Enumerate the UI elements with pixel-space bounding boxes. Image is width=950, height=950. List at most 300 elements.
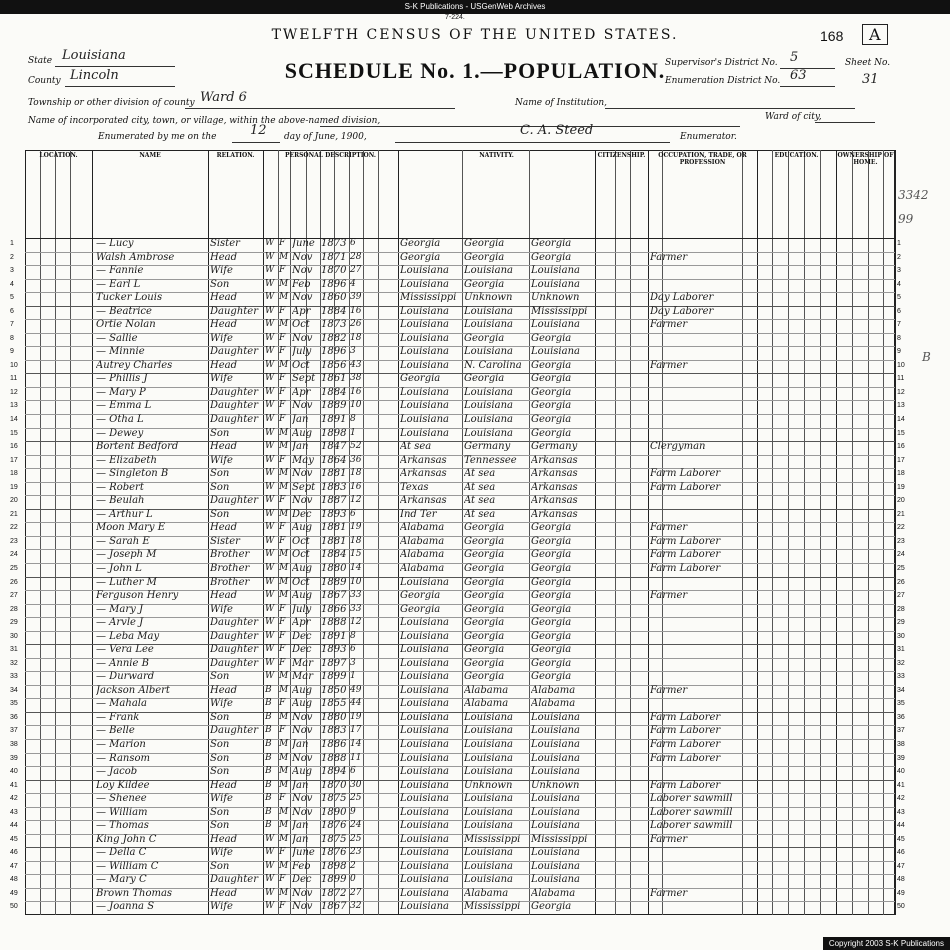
cell-rel: Daughter bbox=[210, 386, 258, 398]
row-number-right: 15 bbox=[897, 429, 905, 437]
cell-name: — Sallie bbox=[96, 332, 138, 344]
row-number-right: 24 bbox=[897, 551, 905, 559]
row-number-right: 37 bbox=[897, 727, 905, 735]
institution-label: Name of Institution, bbox=[515, 98, 608, 108]
cell-age: 27 bbox=[350, 265, 362, 276]
cell-father: Louisiana bbox=[464, 806, 513, 818]
row-number: 49 bbox=[10, 889, 18, 897]
cell-rel: Daughter bbox=[210, 346, 258, 358]
cell-year: 1897 bbox=[321, 657, 347, 669]
cell-color: W bbox=[265, 251, 275, 262]
cell-occ: Farmer bbox=[650, 833, 688, 845]
cell-rel: Daughter bbox=[210, 414, 258, 426]
cell-sex: F bbox=[279, 793, 286, 804]
cell-year: 1881 bbox=[321, 468, 347, 480]
cell-color: B bbox=[265, 725, 272, 736]
cell-mother: Georgia bbox=[531, 359, 572, 371]
margin-note-1: 3342 bbox=[898, 188, 929, 202]
cell-father: Louisiana bbox=[464, 738, 513, 750]
row-number: 1 bbox=[10, 240, 14, 247]
cell-birth: Georgia bbox=[400, 373, 441, 385]
cell-month: Jan bbox=[292, 441, 309, 453]
cell-color: W bbox=[265, 292, 275, 303]
cell-father: N. Carolina bbox=[464, 359, 522, 371]
cell-father: Louisiana bbox=[464, 346, 513, 358]
cell-color: W bbox=[265, 427, 275, 438]
cell-sex: F bbox=[279, 495, 286, 506]
cell-year: 1884 bbox=[321, 386, 347, 398]
cell-month: Nov bbox=[292, 725, 313, 737]
cell-name: — Jacob bbox=[96, 766, 138, 778]
cell-mother: Arkansas bbox=[531, 481, 578, 493]
cell-sex: F bbox=[279, 414, 286, 425]
cell-color: W bbox=[265, 644, 275, 655]
cell-father: Louisiana bbox=[464, 752, 513, 764]
cell-year: 1856 bbox=[321, 359, 347, 371]
row-number: 40 bbox=[10, 768, 18, 776]
cell-name: Bortent Bedford bbox=[96, 441, 179, 453]
row-number: 37 bbox=[10, 727, 18, 735]
cell-sex: M bbox=[279, 860, 289, 871]
cell-mother: Louisiana bbox=[531, 278, 580, 290]
cell-father: Georgia bbox=[464, 278, 505, 290]
cell-mother: Georgia bbox=[531, 576, 572, 588]
row-number-right: 26 bbox=[897, 578, 905, 586]
cell-occ: Farm Laborer bbox=[650, 549, 721, 561]
cell-rel: Head bbox=[210, 887, 238, 899]
ward-label: Ward of city, bbox=[765, 112, 822, 122]
county-label: County bbox=[28, 76, 61, 86]
cell-month: Nov bbox=[292, 887, 313, 899]
cell-name: — Beulah bbox=[96, 495, 145, 507]
cell-occ: Laborer sawmill bbox=[650, 820, 733, 832]
cell-father: Alabama bbox=[464, 684, 509, 696]
cell-mother: Alabama bbox=[531, 887, 576, 899]
cell-rel: Head bbox=[210, 292, 238, 304]
row-number: 10 bbox=[10, 361, 18, 369]
cell-father: Georgia bbox=[464, 238, 505, 249]
cell-rel: Head bbox=[210, 522, 238, 534]
cell-occ: Farm Laborer bbox=[650, 738, 721, 750]
enumerated-label: Enumerated by me on the bbox=[98, 132, 217, 142]
row-number-right: 10 bbox=[897, 361, 905, 369]
row-number-right: 47 bbox=[897, 862, 905, 870]
cell-mother: Arkansas bbox=[531, 468, 578, 480]
cell-name: — Durward bbox=[96, 671, 155, 683]
cell-color: B bbox=[265, 752, 272, 763]
cell-sex: M bbox=[279, 481, 289, 492]
column-group-8: EDUCATION. bbox=[774, 152, 819, 159]
cell-age: 3 bbox=[350, 346, 356, 357]
cell-age: 18 bbox=[350, 535, 362, 546]
cell-year: 1881 bbox=[321, 535, 347, 547]
cell-occ: Farm Laborer bbox=[650, 725, 721, 737]
cell-month: Oct bbox=[292, 359, 310, 371]
archive-banner: S-K Publications - USGenWeb Archives bbox=[0, 0, 950, 14]
cell-color: W bbox=[265, 468, 275, 479]
cell-father: Louisiana bbox=[464, 860, 513, 872]
cell-father: Louisiana bbox=[464, 793, 513, 805]
cell-name: Walsh Ambrose bbox=[96, 251, 175, 263]
cell-birth: Louisiana bbox=[400, 833, 449, 845]
cell-father: Louisiana bbox=[464, 265, 513, 277]
cell-sex: F bbox=[279, 644, 286, 655]
cell-rel: Brother bbox=[210, 549, 250, 561]
sheet-label: Sheet No. bbox=[845, 58, 891, 68]
cell-year: 1880 bbox=[321, 711, 347, 723]
cell-mother: Georgia bbox=[531, 657, 572, 669]
cell-age: 12 bbox=[350, 495, 362, 506]
cell-rel: Sister bbox=[210, 238, 240, 249]
cell-mother: Georgia bbox=[531, 562, 572, 574]
cell-age: 49 bbox=[350, 684, 362, 695]
cell-birth: Louisiana bbox=[400, 305, 449, 317]
cell-sex: M bbox=[279, 887, 289, 898]
cell-rel: Son bbox=[210, 278, 230, 290]
cell-sex: M bbox=[279, 359, 289, 370]
cell-birth: Mississippi bbox=[400, 292, 457, 304]
cell-name: Loy Kildee bbox=[96, 779, 150, 791]
cell-mother: Georgia bbox=[531, 238, 572, 249]
cell-occ: Farmer bbox=[650, 522, 688, 534]
cell-father: Georgia bbox=[464, 251, 505, 263]
row-number: 42 bbox=[10, 795, 18, 803]
row-number: 35 bbox=[10, 700, 18, 708]
enumeration-day: 12 bbox=[250, 123, 267, 138]
cell-month: Nov bbox=[292, 806, 313, 818]
row-number: 34 bbox=[10, 686, 18, 694]
cell-year: 1888 bbox=[321, 752, 347, 764]
row-number: 15 bbox=[10, 429, 18, 437]
cell-rel: Son bbox=[210, 508, 230, 520]
cell-birth: Alabama bbox=[400, 522, 445, 534]
cell-age: 27 bbox=[350, 887, 362, 898]
incorporated-label: Name of incorporated city, town, or village, within the above-named division, bbox=[28, 116, 381, 126]
cell-father: Georgia bbox=[464, 644, 505, 656]
cell-birth: Louisiana bbox=[400, 427, 449, 439]
row-number: 47 bbox=[10, 862, 18, 870]
cell-color: W bbox=[265, 495, 275, 506]
cell-rel: Daughter bbox=[210, 495, 258, 507]
cell-sex: M bbox=[279, 441, 289, 452]
cell-color: W bbox=[265, 535, 275, 546]
cell-year: 1875 bbox=[321, 833, 347, 845]
cell-father: Unknown bbox=[464, 779, 513, 791]
cell-month: Nov bbox=[292, 495, 313, 507]
cell-sex: M bbox=[279, 820, 289, 831]
cell-age: 18 bbox=[350, 332, 362, 343]
cell-birth: Louisiana bbox=[400, 738, 449, 750]
cell-year: 1847 bbox=[321, 441, 347, 453]
cell-birth: Louisiana bbox=[400, 657, 449, 669]
cell-birth: Louisiana bbox=[400, 576, 449, 588]
cell-color: W bbox=[265, 833, 275, 844]
row-number: 25 bbox=[10, 564, 18, 572]
cell-month: Sept bbox=[292, 481, 316, 493]
cell-month: Mar bbox=[292, 671, 313, 683]
cell-birth: Arkansas bbox=[400, 495, 447, 507]
cell-year: 1898 bbox=[321, 860, 347, 872]
cell-name: — Leba May bbox=[96, 630, 160, 642]
cell-birth: Louisiana bbox=[400, 265, 449, 277]
cell-month: Nov bbox=[292, 251, 313, 263]
cell-age: 39 bbox=[350, 292, 362, 303]
cell-year: 1867 bbox=[321, 590, 347, 602]
cell-age: 10 bbox=[350, 576, 362, 587]
state-value: Louisiana bbox=[62, 48, 126, 63]
cell-birth: Georgia bbox=[400, 603, 441, 615]
cell-year: 1872 bbox=[321, 887, 347, 899]
cell-sex: F bbox=[279, 522, 286, 533]
cell-sex: F bbox=[279, 698, 286, 709]
cell-father: Tennessee bbox=[464, 454, 517, 466]
cell-name: — Phillis J bbox=[96, 373, 148, 385]
cell-father: Georgia bbox=[464, 657, 505, 669]
row-number: 33 bbox=[10, 673, 18, 681]
cell-month: Nov bbox=[292, 292, 313, 304]
cell-mother: Louisiana bbox=[531, 738, 580, 750]
cell-color: B bbox=[265, 698, 272, 709]
cell-age: 23 bbox=[350, 847, 362, 858]
cell-age: 24 bbox=[350, 820, 362, 831]
cell-birth: Ind Ter bbox=[400, 508, 437, 520]
cell-sex: F bbox=[279, 901, 286, 912]
sheet-no-value: 31 bbox=[862, 72, 879, 87]
cell-name: Jackson Albert bbox=[96, 684, 170, 696]
cell-color: W bbox=[265, 671, 275, 682]
row-number-right: 39 bbox=[897, 754, 905, 762]
cell-occ: Farm Laborer bbox=[650, 468, 721, 480]
cell-color: B bbox=[265, 806, 272, 817]
cell-birth: Louisiana bbox=[400, 779, 449, 791]
cell-age: 19 bbox=[350, 522, 362, 533]
cell-year: 1880 bbox=[321, 562, 347, 574]
cell-sex: F bbox=[279, 386, 286, 397]
cell-year: 1871 bbox=[321, 251, 347, 263]
cell-father: At sea bbox=[464, 468, 496, 480]
row-number: 28 bbox=[10, 605, 18, 613]
cell-rel: Head bbox=[210, 684, 238, 696]
cell-color: W bbox=[265, 847, 275, 858]
cell-father: Germany bbox=[464, 441, 511, 453]
cell-month: Nov bbox=[292, 793, 313, 805]
cell-name: — Ransom bbox=[96, 752, 150, 764]
cell-mother: Louisiana bbox=[531, 847, 580, 859]
cell-name: — Emma L bbox=[96, 400, 152, 412]
cell-occ: Farm Laborer bbox=[650, 711, 721, 723]
row-number-right: 4 bbox=[897, 280, 901, 288]
cell-month: Apr bbox=[292, 617, 311, 629]
cell-year: 1886 bbox=[321, 738, 347, 750]
cell-rel: Wife bbox=[210, 332, 233, 344]
cell-rel: Sister bbox=[210, 535, 240, 547]
grid-column-line bbox=[895, 150, 896, 915]
cell-rel: Son bbox=[210, 752, 230, 764]
cell-year: 1893 bbox=[321, 508, 347, 520]
cell-father: Louisiana bbox=[464, 874, 513, 886]
row-number-right: 1 bbox=[897, 240, 901, 247]
row-number: 19 bbox=[10, 483, 18, 491]
cell-birth: Louisiana bbox=[400, 414, 449, 426]
cell-age: 38 bbox=[350, 373, 362, 384]
cell-age: 25 bbox=[350, 793, 362, 804]
cell-month: Dec bbox=[292, 874, 312, 886]
cell-year: 1870 bbox=[321, 265, 347, 277]
cell-mother: Georgia bbox=[531, 373, 572, 385]
column-group-7: OCCUPATION, TRADE, OR PROFESSION bbox=[658, 152, 747, 166]
row-number-right: 12 bbox=[897, 388, 905, 396]
row-number-right: 49 bbox=[897, 889, 905, 897]
row-number-right: 20 bbox=[897, 497, 905, 505]
cell-birth: Louisiana bbox=[400, 671, 449, 683]
cell-mother: Louisiana bbox=[531, 860, 580, 872]
row-number-right: 42 bbox=[897, 795, 905, 803]
row-number: 16 bbox=[10, 443, 18, 451]
cell-color: W bbox=[265, 359, 275, 370]
cell-age: 6 bbox=[350, 766, 356, 777]
cell-color: W bbox=[265, 454, 275, 465]
row-number-right: 19 bbox=[897, 483, 905, 491]
row-number: 14 bbox=[10, 416, 18, 424]
row-number-right: 3 bbox=[897, 267, 901, 275]
row-number: 26 bbox=[10, 578, 18, 586]
cell-color: W bbox=[265, 657, 275, 668]
cell-rel: Daughter bbox=[210, 617, 258, 629]
cell-father: Louisiana bbox=[464, 847, 513, 859]
row-number: 46 bbox=[10, 849, 18, 857]
cell-color: W bbox=[265, 305, 275, 316]
row-number-right: 29 bbox=[897, 619, 905, 627]
cell-occ: Farmer bbox=[650, 887, 688, 899]
cell-birth: Louisiana bbox=[400, 793, 449, 805]
cell-year: 1894 bbox=[321, 766, 347, 778]
cell-year: 1860 bbox=[321, 292, 347, 304]
row-number-right: 11 bbox=[897, 375, 905, 383]
cell-mother: Unknown bbox=[531, 292, 580, 304]
cell-rel: Son bbox=[210, 766, 230, 778]
cell-age: 25 bbox=[350, 833, 362, 844]
cell-birth: Texas bbox=[400, 481, 429, 493]
cell-birth: Arkansas bbox=[400, 468, 447, 480]
cell-mother: Louisiana bbox=[531, 711, 580, 723]
cell-year: 1890 bbox=[321, 806, 347, 818]
cell-name: — Minnie bbox=[96, 346, 145, 358]
cell-name: Ortie Nolan bbox=[96, 319, 156, 331]
cell-name: — Luther M bbox=[96, 576, 157, 588]
cell-sex: F bbox=[279, 874, 286, 885]
row-number: 3 bbox=[10, 267, 14, 275]
row-number-right: 25 bbox=[897, 564, 905, 572]
cell-birth: Louisiana bbox=[400, 847, 449, 859]
row-number: 50 bbox=[10, 903, 18, 911]
cell-color: B bbox=[265, 820, 272, 831]
cell-birth: Louisiana bbox=[400, 820, 449, 832]
cell-rel: Head bbox=[210, 251, 238, 263]
enumerator-value: C. A. Steed bbox=[520, 123, 594, 138]
cell-rel: Head bbox=[210, 359, 238, 371]
cell-name: Ferguson Henry bbox=[96, 590, 179, 602]
cell-month: Nov bbox=[292, 265, 313, 277]
cell-occ: Farmer bbox=[650, 359, 688, 371]
cell-sex: F bbox=[279, 305, 286, 316]
row-number-right: 18 bbox=[897, 470, 905, 478]
column-group-4: PERSONAL DESCRIPTION. bbox=[285, 152, 376, 159]
cell-sex: M bbox=[279, 738, 289, 749]
row-number-right: 34 bbox=[897, 686, 905, 694]
cell-name: Autrey Charles bbox=[96, 359, 173, 371]
cell-age: 9 bbox=[350, 806, 356, 817]
cell-mother: Louisiana bbox=[531, 820, 580, 832]
cell-year: 1889 bbox=[321, 400, 347, 412]
cell-year: 1883 bbox=[321, 725, 347, 737]
row-number: 5 bbox=[10, 294, 14, 302]
cell-year: 1889 bbox=[321, 576, 347, 588]
cell-color: W bbox=[265, 278, 275, 289]
cell-age: 14 bbox=[350, 562, 362, 573]
cell-age: 6 bbox=[350, 238, 356, 248]
cell-mother: Georgia bbox=[531, 251, 572, 263]
cell-mother: Georgia bbox=[531, 427, 572, 439]
cell-mother: Georgia bbox=[531, 414, 572, 426]
supervisor-value: 5 bbox=[790, 50, 799, 65]
cell-rel: Brother bbox=[210, 576, 250, 588]
cell-birth: Louisiana bbox=[400, 400, 449, 412]
cell-color: W bbox=[265, 603, 275, 614]
cell-age: 8 bbox=[350, 630, 356, 641]
cell-year: 1870 bbox=[321, 779, 347, 791]
cell-month: Nov bbox=[292, 901, 313, 913]
cell-mother: Louisiana bbox=[531, 346, 580, 358]
cell-color: W bbox=[265, 901, 275, 912]
cell-color: W bbox=[265, 414, 275, 425]
row-number: 27 bbox=[10, 592, 18, 600]
cell-year: 1888 bbox=[321, 617, 347, 629]
township-label: Township or other division of county bbox=[28, 98, 195, 108]
sheet-number: 168 bbox=[820, 28, 844, 44]
cell-sex: F bbox=[279, 725, 286, 736]
cell-sex: M bbox=[279, 508, 289, 519]
cell-birth: Alabama bbox=[400, 549, 445, 561]
cell-occ: Farm Laborer bbox=[650, 779, 721, 791]
cell-mother: Georgia bbox=[531, 644, 572, 656]
cell-sex: F bbox=[279, 400, 286, 411]
cell-rel: Daughter bbox=[210, 400, 258, 412]
row-number: 7 bbox=[10, 321, 14, 329]
cell-color: B bbox=[265, 711, 272, 722]
row-number-right: 23 bbox=[897, 537, 905, 545]
cell-month: Dec bbox=[292, 630, 312, 642]
row-number: 41 bbox=[10, 781, 18, 789]
cell-birth: Louisiana bbox=[400, 901, 449, 913]
cell-father: Louisiana bbox=[464, 414, 513, 426]
cell-mother: Mississippi bbox=[531, 833, 588, 845]
cell-rel: Head bbox=[210, 441, 238, 453]
cell-rel: Wife bbox=[210, 847, 233, 859]
column-group-5: NATIVITY. bbox=[479, 152, 514, 159]
row-number: 6 bbox=[10, 307, 14, 315]
cell-month: Mar bbox=[292, 657, 313, 669]
row-number: 29 bbox=[10, 619, 18, 627]
cell-mother: Louisiana bbox=[531, 793, 580, 805]
cell-sex: M bbox=[279, 549, 289, 560]
schedule-title: SCHEDULE No. 1.—POPULATION. bbox=[284, 58, 666, 83]
cell-sex: M bbox=[279, 766, 289, 777]
row-number-right: 22 bbox=[897, 524, 905, 532]
cell-father: Georgia bbox=[464, 535, 505, 547]
cell-father: Georgia bbox=[464, 549, 505, 561]
cell-birth: Louisiana bbox=[400, 346, 449, 358]
cell-month: Jan bbox=[292, 738, 309, 750]
